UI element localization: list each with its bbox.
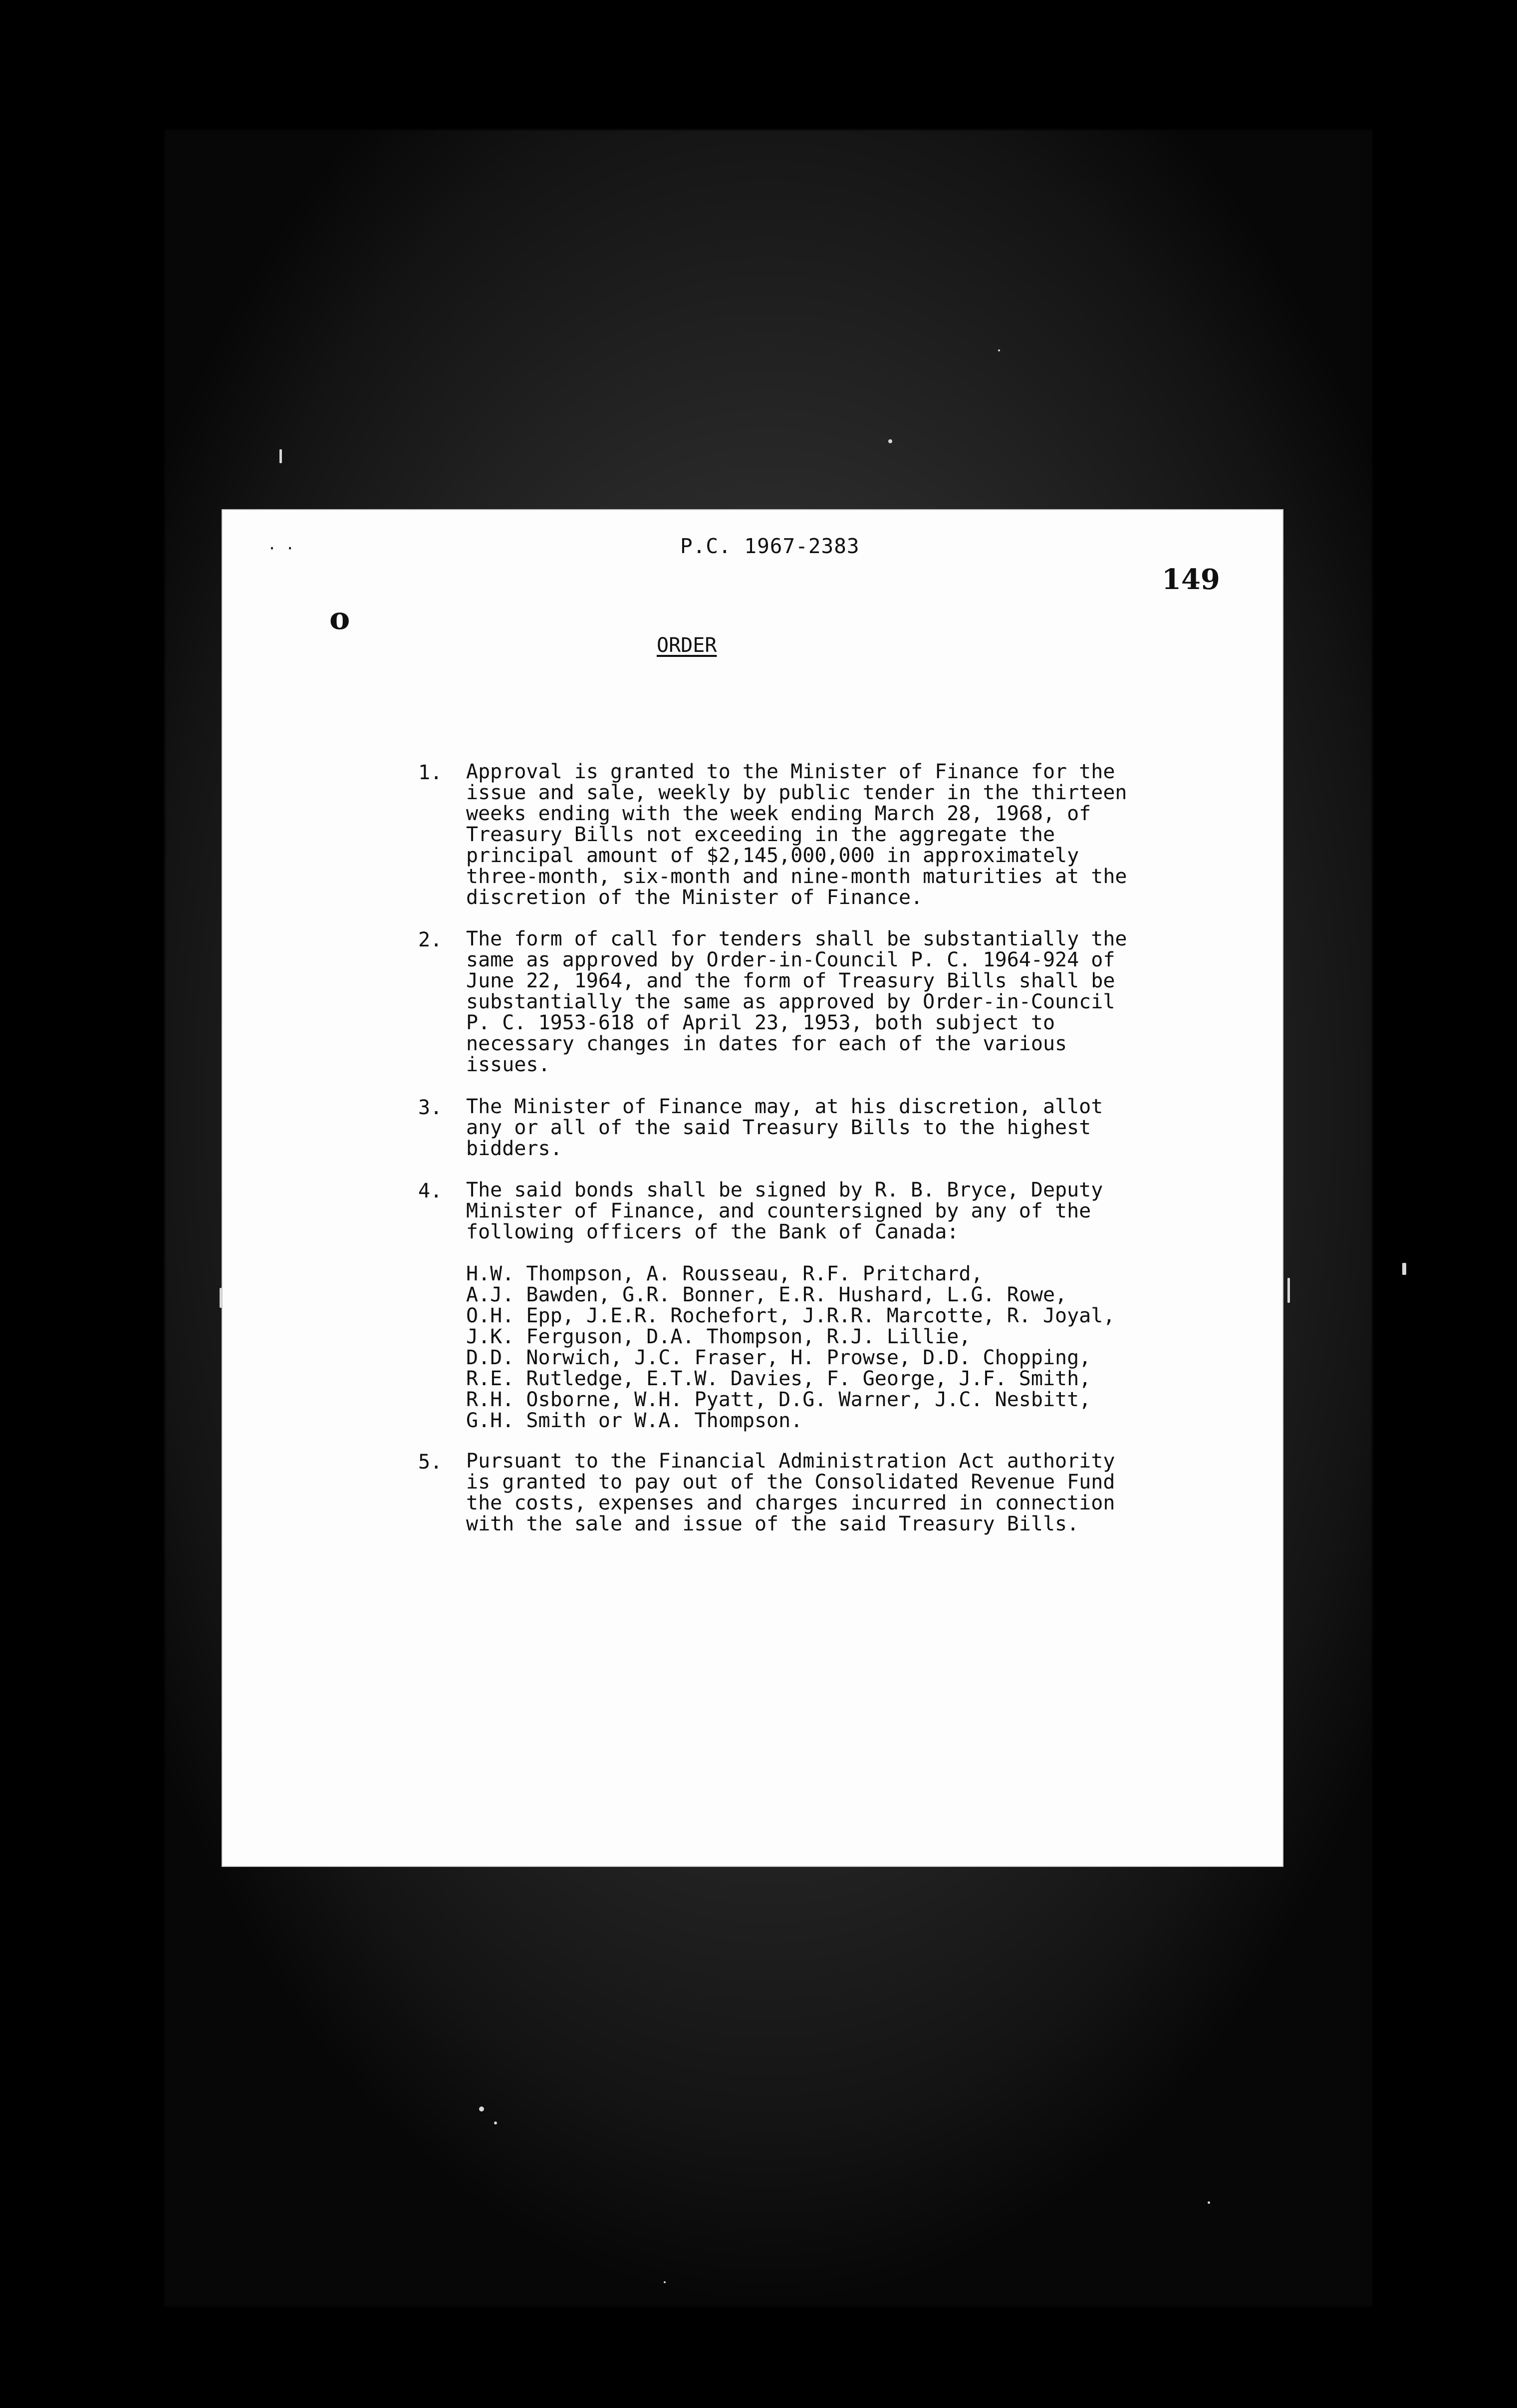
- page-number: 149: [1162, 563, 1220, 596]
- item-number: 2.: [418, 928, 443, 951]
- dust-speck: [1402, 1263, 1406, 1275]
- item-number: 1.: [418, 761, 443, 784]
- dust-speck: [479, 2107, 484, 2111]
- dust-speck: [888, 439, 892, 443]
- stray-mark: · ·: [267, 540, 295, 558]
- item-text: The form of call for tenders shall be substantially the same as approved by Order-in-Council P. C. 1964-924 of June 22, 1964, and the form of Treasury Bills shall be substantially the same as approved by Order-in-Council P. C. 1953-618 of April 23, 1953, both subject to necessary changes in dates for each of the various issues.: [466, 927, 1127, 1076]
- item-text: The said bonds shall be signed by R. B. Bryce, Deputy Minister of Finance, and countersigned by any of the following officers of the Bank of Canada:: [466, 1179, 1103, 1243]
- document-page: [223, 510, 1282, 1866]
- document-title: ORDER: [657, 634, 717, 657]
- dust-speck: [998, 349, 1000, 351]
- dust-speck: [664, 2281, 666, 2283]
- dust-speck: [1287, 1278, 1290, 1303]
- margin-mark: o: [329, 600, 350, 636]
- dust-speck: [494, 2121, 497, 2124]
- dust-speck: [1208, 2201, 1210, 2204]
- order-in-council-number: P.C. 1967-2383: [680, 534, 860, 558]
- item-number: 5.: [418, 1451, 443, 1474]
- item-text: Pursuant to the Financial Administration Act authority is granted to pay out of the Consolidated Revenue Fund the costs, expenses and charges incurred in connection with the sale and issue of the said Treasury Bills.: [466, 1450, 1115, 1535]
- item-number: 3.: [418, 1096, 443, 1119]
- dust-speck: [220, 1288, 222, 1308]
- dust-speck: [279, 449, 282, 463]
- item-number: 4.: [418, 1180, 443, 1203]
- item-text: The Minister of Finance may, at his discretion, allot any or all of the said Treasury Bills to the highest bidders.: [466, 1095, 1103, 1160]
- item-text: Approval is granted to the Minister of Finance for the issue and sale, weekly by public tender in the thirteen weeks ending with the week ending March 28, 1968, of Treasury Bills not exceeding in the aggregate the principal amount of $2,145,000,000 in approximately three-month, six-month and nine-month maturities at the discretion of the Minister of Finance.: [466, 760, 1127, 909]
- bank-officers-list: H.W. Thompson, A. Rousseau, R.F. Pritchard, A.J. Bawden, G.R. Bonner, E.R. Hushard, L.G. Rowe, O.H. Epp, J.E.R. Rochefort, J.R.R. Marcotte, R. Joyal, J.K. Ferguson, D.A. Thompson, R.J. Lillie, D.D. Norwich, J.C. Fraser, H. Prowse, D.D. Chopping, R.E. Rutledge, E.T.W. Davies, F. George, J.F. Smith, R.H. Osborne, W.H. Pyatt, D.G. Warner, J.C. Nesbitt, G.H. Smith or W.A. Thompson.: [466, 1262, 1115, 1432]
